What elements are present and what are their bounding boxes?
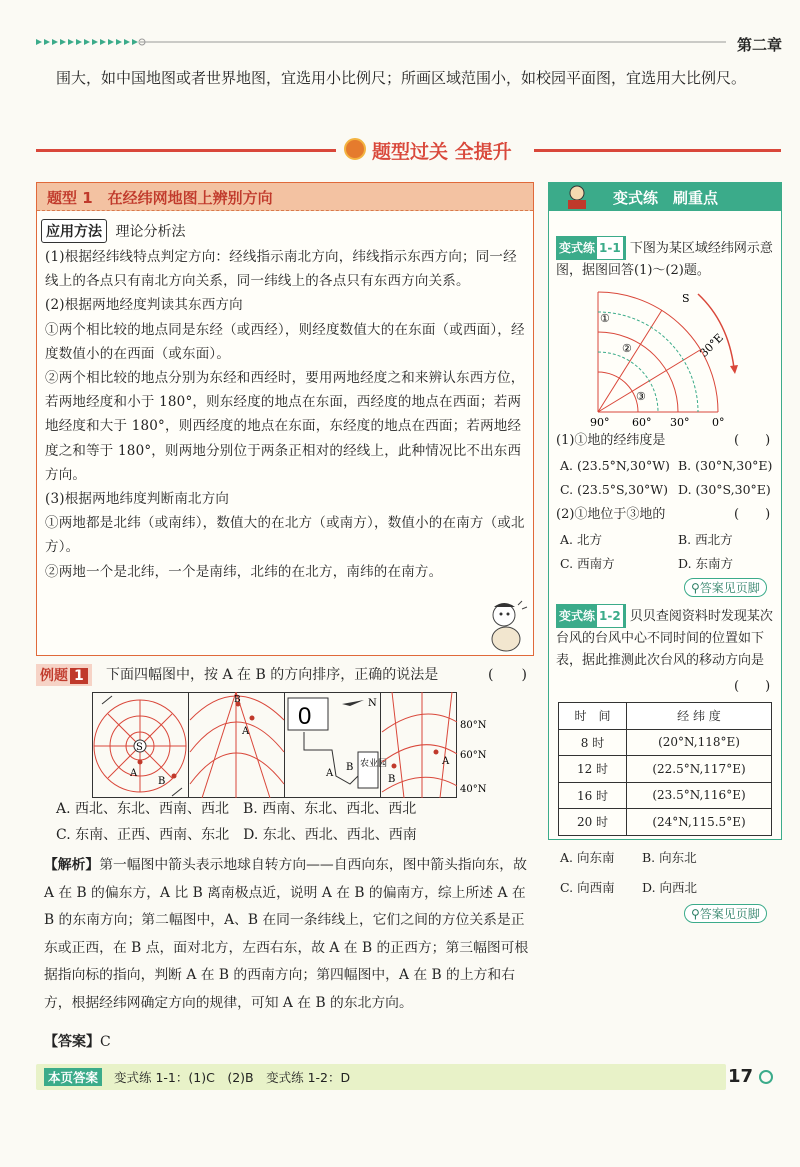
q1-sub2-paren: ( ) — [734, 507, 771, 522]
q1-sub2: (2)①地位于③地的 — [556, 507, 666, 522]
page-number — [728, 1066, 773, 1087]
q2-stem — [556, 604, 774, 672]
cartoon-reader-icon — [562, 184, 592, 210]
q1-sub2-opt-b: B. 西北方 — [678, 532, 733, 547]
q2-paren: ( ) — [734, 679, 771, 694]
answer-block — [44, 1031, 111, 1051]
method-para: (2)根据两地经度判读其东西方向 — [45, 297, 243, 314]
q1-sub1-paren: ( ) — [734, 433, 771, 448]
table-header-row — [559, 703, 772, 730]
q1-sub1-opt-a: A. (23.5°N,30°W) — [560, 458, 670, 473]
q1-sub2-opt-c: C. 西南方 — [560, 556, 615, 571]
table-row — [559, 782, 772, 809]
page-number-text: 17 — [728, 1066, 754, 1087]
analysis-block — [44, 852, 538, 1017]
map4-a-label: A — [442, 756, 450, 767]
banner-line-left — [36, 149, 336, 152]
intro-paragraph: 围大，如中国地图或者世界地图，宜选用小比例尺；所画区域范围小，如校园平面图，宜选用大比例尺。 — [56, 69, 747, 87]
table-cell-time: 8 时 — [559, 729, 627, 756]
example-options-row1: A. 西北、东北、西南、西北 B. 西南、东北、西北、西北 — [56, 801, 417, 817]
q2-opt-a: A. 向东南 — [560, 850, 615, 865]
map3-farm-label: 农业园 — [360, 759, 388, 769]
header-dots-decoration — [36, 37, 726, 47]
q1-answer-link-text: 答案见页脚 — [699, 581, 760, 595]
table-cell-coords: (20°N,118°E) — [627, 729, 772, 756]
q2-opt-c: C. 向西南 — [560, 880, 615, 895]
x-90-label: 90° — [590, 416, 610, 428]
answer-paren: ( ) — [488, 667, 527, 683]
method-para: ①两地都是北纬（或南纬），数值大的在北方（或南方），数值小的在南方（或北方）。 — [45, 515, 525, 556]
lat-40-label: 40°N — [460, 784, 487, 795]
method-para: ①两个相比较的地点同是东经（或西经），则经度数值大的在东面（或西面），经度数值小的在西面（或东面）。 — [45, 321, 525, 362]
q2-opt-d: D. 向西北 — [642, 880, 698, 895]
q1-sub1-opt-b: B. (30°N,30°E) — [678, 458, 773, 473]
chapter-label: 第二章 — [736, 36, 782, 54]
banner-title — [346, 137, 520, 164]
q1-answer-link[interactable] — [684, 578, 767, 597]
q1-text: 下图为某区域经纬网示意图，据图回答(1)～(2)题。 — [556, 241, 773, 278]
q2-tag — [556, 604, 626, 628]
map3-zero-label: 0 — [298, 703, 312, 730]
answer-value: C — [100, 1034, 111, 1050]
example-options-row2: C. 东南、正西、西南、东北 D. 东北、西北、西北、西南 — [56, 827, 417, 843]
map2-b-label: B — [234, 695, 241, 705]
footer-answers — [36, 1064, 726, 1090]
method-row — [41, 219, 185, 243]
q1-sub1: (1)①地的经纬度是 — [556, 433, 666, 448]
four-maps-figure — [92, 692, 492, 798]
q1-sub2-opt-d: D. 东南方 — [678, 556, 734, 571]
method-box — [36, 182, 534, 656]
method-box-title: 题型 1 在经纬网地图上辨别方向 — [37, 183, 533, 211]
table-cell-time: 16 时 — [559, 782, 627, 809]
banner-title-text: 题型过关 全提升 — [372, 141, 512, 163]
map1-s-label: S — [136, 742, 143, 753]
table-cell-coords: (22.5°N,117°E) — [627, 756, 772, 783]
map3-a-label: A — [326, 768, 334, 779]
example-number: 1 — [70, 668, 88, 684]
cartoon-thinker-icon — [482, 599, 530, 653]
section-banner — [36, 136, 781, 166]
map1-a-label: A — [130, 768, 138, 779]
method-text: 理论分析法 — [115, 224, 186, 240]
analysis-text: 第一幅图中箭头表示地球自转方向——自西向东，图中箭头指向东，故 A 在 B 的偏东方，A 比 B 离南极点近，说明 A 在 B 的偏南方，综上所述 A 在 B 的东南方向；第二幅图中，A、B 在同一条纬线上，它们之间的方位关系是正东或正西，在 B 点，面对北方，左西右东，故 A 在 B 的正西方；第三幅图可根据指向标的指向，判断 A 在 B 的西南方向；第四幅图中，A 在 B 的上方和右方，根据经纬网确定方向的规律，可知 A 在 B 的东北方向。 — [44, 857, 529, 1011]
map2-a-label: A — [242, 726, 250, 737]
q1-stem — [556, 236, 774, 282]
method-para: (1)根据经纬线特点判定方向：经线指示南北方向，纬线指示东西方向；同一经线上的各点只有南北方向关系，同一纬线上的各点只有东西方向关系。 — [45, 249, 517, 290]
q1-tag-num: 1-1 — [597, 237, 623, 259]
example-tag — [36, 664, 92, 686]
banner-line-right — [534, 149, 781, 152]
point-1-label: ① — [600, 312, 610, 325]
table-header-time: 时 间 — [559, 703, 627, 730]
method-para: ②两地一个是北纬，一个是南纬，北纬的在北方，南纬的在南方。 — [45, 563, 443, 580]
lat-60-label: 60°N — [460, 750, 487, 761]
q2-tag-text: 变式练 — [559, 609, 596, 623]
example-tag-text: 例题 — [40, 668, 68, 684]
q1-tag — [556, 236, 626, 260]
x-60-label: 60° — [632, 416, 652, 428]
footer-answer-text: 变式练 1-1：(1)C (2)B 变式练 1-2：D — [114, 1070, 351, 1085]
key-icon: ⚲ — [691, 907, 700, 921]
method-tag: 应用方法 — [41, 219, 107, 243]
q1-sub2-opt-a: A. 北方 — [560, 532, 602, 547]
table-row — [559, 809, 772, 836]
q2-opt-b: B. 向东北 — [642, 850, 697, 865]
method-body — [45, 245, 525, 584]
clock-icon — [759, 1070, 773, 1084]
method-para: (3)根据两地纬度判断南北方向 — [45, 491, 230, 508]
table-row — [559, 756, 772, 783]
point-2-label: ② — [622, 342, 632, 355]
table-cell-coords: (24°N,115.5°E) — [627, 809, 772, 836]
q2-tag-num: 1-2 — [597, 605, 623, 627]
table-cell-coords: (23.5°N,116°E) — [627, 782, 772, 809]
table-cell-time: 20 时 — [559, 809, 627, 836]
map4-b-label: B — [388, 774, 396, 785]
typhoon-table — [558, 702, 772, 836]
example-question: 下面四幅图中，按 A 在 B 的方向排序，正确的说法是 — [106, 667, 439, 683]
x-30-label: 30° — [670, 416, 690, 428]
answer-label: 【答案】 — [44, 1034, 100, 1050]
analysis-label: 【解析】 — [44, 857, 100, 873]
lat-80-label: 80°N — [460, 720, 487, 731]
lon-30e-label: 30°E — [697, 331, 726, 360]
x-0-label: 0° — [712, 416, 725, 428]
map3-n-label: N — [368, 698, 377, 709]
practice-box-title: 变式练 刷重点 — [549, 183, 781, 211]
table-cell-time: 12 时 — [559, 756, 627, 783]
footer-tag: 本页答案 — [44, 1068, 102, 1086]
s-label: S — [682, 292, 690, 305]
q2-answer-link-text: 答案见页脚 — [699, 907, 760, 921]
q1-sub1-opt-d: D. (30°S,30°E) — [678, 482, 771, 497]
q1-tag-text: 变式练 — [559, 241, 596, 255]
q2-text: 贝贝查阅资料时发现某次台风的台风中心不同时间的位置如下表，据此推测此次台风的移动方向是 — [556, 609, 773, 668]
graticule-figure — [578, 282, 758, 428]
point-3-label: ③ — [636, 390, 646, 403]
table-row — [559, 729, 772, 756]
map3-b-label: B — [346, 762, 354, 773]
map1-b-label: B — [158, 776, 166, 787]
table-header-coords: 经 纬 度 — [627, 703, 772, 730]
key-icon: ⚲ — [691, 581, 700, 595]
method-para: ②两个相比较的地点分别为东经和西经时，要用两地经度之和来辨认东西方位，若两地经度和小于 180°，则东经度的地点在东面，西经度的地点在西面；若两地经度和大于 180°，则西经度的地点在东面，东经度的地点在西面；若两地经度之和等于 180°，则两地分别位于两条正相对的经线上，此种情况比不出东西方向。 — [45, 370, 525, 483]
rocket-icon — [344, 138, 366, 160]
q1-sub1-opt-c: C. (23.5°S,30°W) — [560, 482, 668, 497]
q2-answer-link[interactable] — [684, 904, 767, 923]
